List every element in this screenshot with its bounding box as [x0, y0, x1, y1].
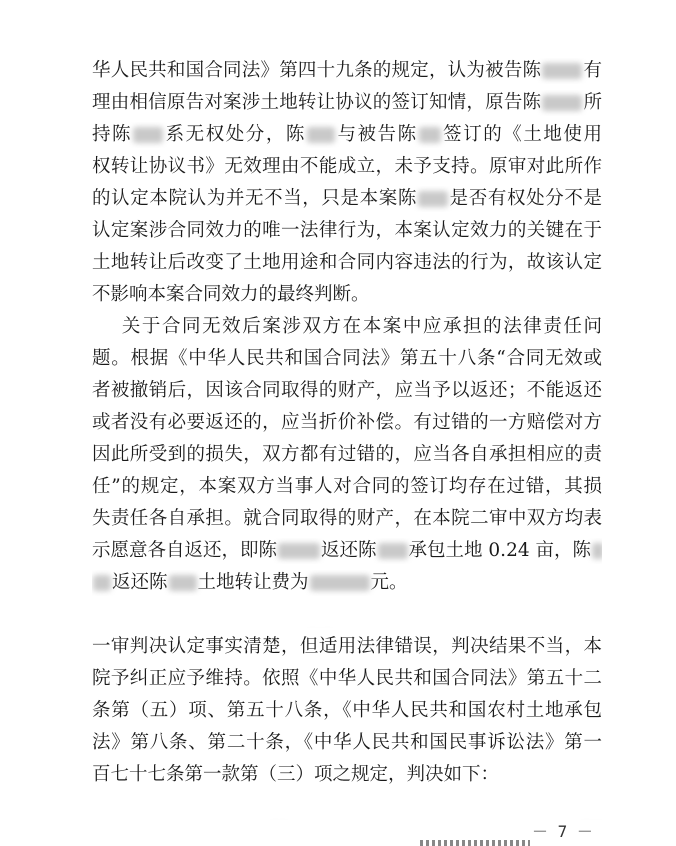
- redacted-name: [93, 575, 111, 591]
- bottom-edge-mark: [420, 840, 530, 846]
- redacted-name: [418, 191, 448, 207]
- text-line: [92, 794, 602, 820]
- text-line: 华人民共和国合同法》第四十九条的规定，认为被告陈 有: [92, 60, 602, 81]
- text-line: 权转让协议书》无效理由不能成立，未予支持。原审对此所作: [92, 156, 602, 177]
- text-line: 任”的规定，本案双方当事人对合同的签订均存在过错，其损: [92, 476, 602, 497]
- text-line: 法》第八条、第二十条，《中华人民共和国民事诉讼法》第一: [92, 732, 602, 753]
- text-line: 失责任各自承担。就合同取得的财产，在本院二审中双方均表: [92, 508, 602, 529]
- text-line: 的认定本院认为并无不当，只是本案陈 是否有权处分不是: [92, 188, 602, 209]
- redacted-name: [542, 63, 582, 79]
- text-line: 或者没有必要返还的，应当折价补偿。有过错的一方赔偿对方: [92, 412, 602, 433]
- text-line: 者被撤销后，因该合同取得的财产，应当予以返还；不能返还: [92, 380, 602, 401]
- text-line: 百七十七条第一款第（三）项之规定，判决如下：: [92, 764, 500, 785]
- redacted-name: [133, 127, 163, 143]
- text-line: 土地转让后改变了土地用途和合同内容违法的行为，故该认定: [92, 252, 602, 273]
- text-line: 条第（五）项、第五十八条，《中华人民共和国农村土地承包: [92, 700, 602, 721]
- redacted-name: [542, 95, 582, 111]
- redacted-name: [378, 543, 408, 559]
- text-line: 一审判决认定事实清楚，但适用法律错误，判决结果不当，本: [92, 636, 602, 657]
- text-line: 题。根据《中华人民共和国合同法》第五十八条“合同无效或: [92, 348, 602, 369]
- text-line: 关于合同无效后案涉双方在本案中应承担的法律责任问: [92, 316, 602, 337]
- redacted-name: [307, 127, 335, 143]
- text-line: 示愿意各自返还，即陈 返还陈 承包土地 0.24 亩，陈: [92, 538, 602, 564]
- text-line: 认定案涉合同效力的唯一法律行为，本案认定效力的关键在于: [92, 220, 602, 241]
- text-line: 理由相信原告对案涉土地转让协议的签订知情，原告陈 所: [92, 92, 602, 113]
- text-line: 院予纠正应予维持。依照《中华人民共和国合同法》第五十二: [92, 668, 602, 689]
- redacted-name: [592, 543, 602, 559]
- page-number: － 7 －: [532, 822, 593, 841]
- redacted-name: [419, 127, 441, 143]
- text-line: 因此所受到的损失，双方都有过错的，应当各自承担相应的责: [92, 444, 602, 465]
- text-line: 不影响本案合同效力的最终判断。: [92, 284, 370, 305]
- text-line: [92, 602, 602, 628]
- redacted-name: [169, 575, 197, 591]
- redacted-amount: [310, 575, 370, 591]
- text-line: 持陈 系无权处分，陈 与被告陈 签订的《土地使用: [92, 124, 602, 145]
- redacted-name: [278, 543, 320, 559]
- text-line: 返还陈 土地转让费为 元。: [92, 570, 602, 596]
